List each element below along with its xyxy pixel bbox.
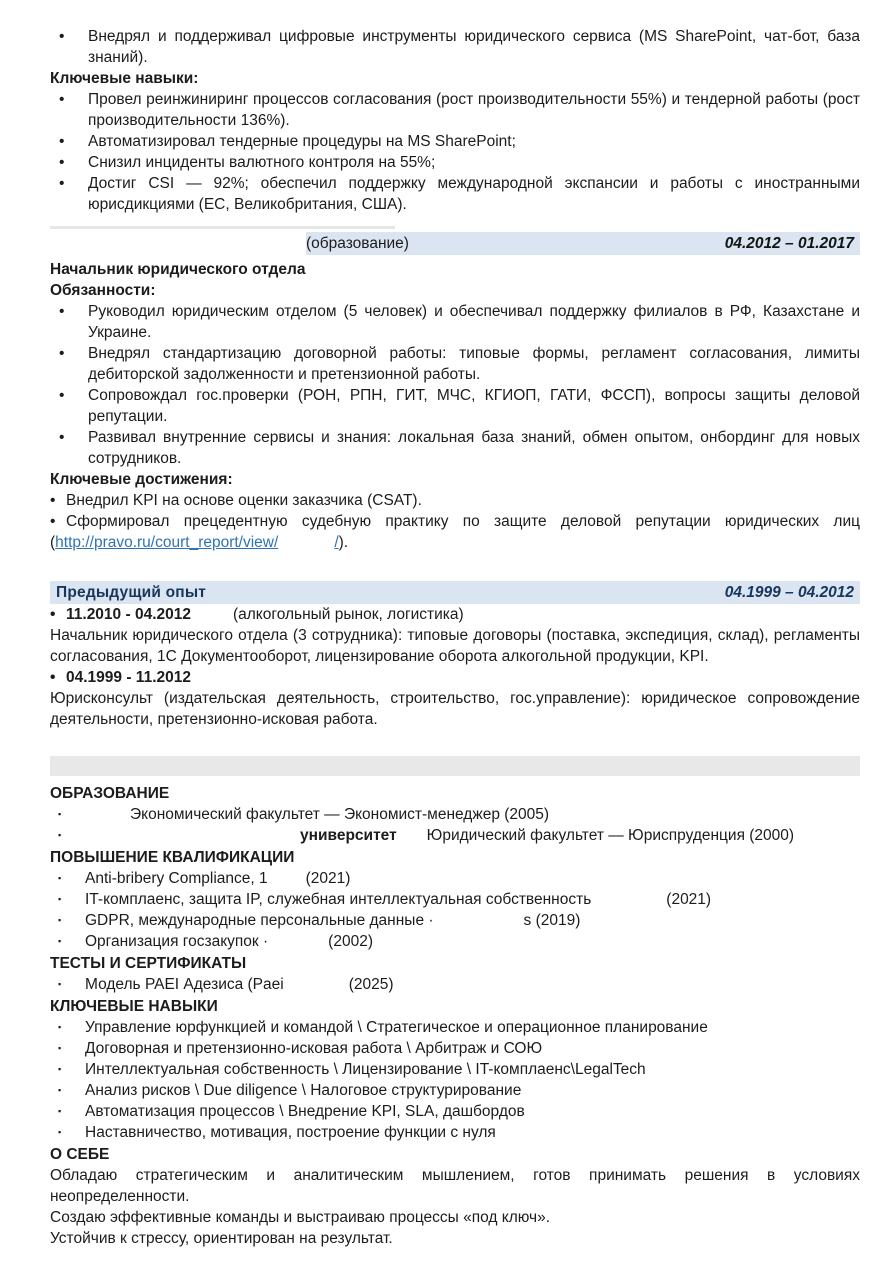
skill-text: Наставничество, мотивация, построение функции с нуля <box>85 1124 496 1141</box>
role-dates: 11.2010 - 04.2012 <box>66 606 191 623</box>
about-heading: О СЕБЕ <box>50 1146 110 1163</box>
achievement-item <box>50 511 860 553</box>
key-skills-heading: КЛЮЧЕВЫЕ НАВЫКИ <box>50 998 218 1015</box>
list-item-text: Сопровождал гос.проверки (РОН, РПН, ГИТ, МЧС, КГИОП, ГАТИ, ФССП), вопросы защиты деловой репутации. <box>88 387 860 425</box>
course-year: (2021) <box>666 891 712 908</box>
square-bullet-icon: ▪ <box>58 979 62 989</box>
bullet-icon: • <box>50 606 56 623</box>
role-dates: 04.1999 - 11.2012 <box>66 669 191 686</box>
qualification-heading: ПОВЫШЕНИЕ КВАЛИФИКАЦИИ <box>50 849 295 866</box>
list-item-text <box>85 889 860 910</box>
role-note: (алкогольный рынок, логистика) <box>232 606 464 623</box>
square-bullet-icon: ▪ <box>58 809 62 819</box>
about-paragraph: Создаю эффективные команды и выстраиваю процессы «под ключ». <box>50 1209 551 1226</box>
employment-dates: 04.2012 – 01.2017 <box>724 235 854 252</box>
bullet-icon: • <box>50 492 56 509</box>
redacted-company-name <box>50 232 306 255</box>
list-item <box>50 804 860 825</box>
education-heading: ОБРАЗОВАНИЕ <box>50 785 170 802</box>
list-item-text: Развивал внутренние сервисы и знания: локальная база знаний, обмен опытом, онбординг для новых сотрудников. <box>88 429 860 467</box>
list-item <box>50 825 860 846</box>
list-item-text: Руководил юридическим отделом (5 человек) и обеспечивал поддержку филиалов в РФ, Казахстане и Украине. <box>88 303 860 341</box>
about-paragraph: Устойчив к стрессу, ориентирован на результат. <box>50 1230 393 1247</box>
square-bullet-icon: ▪ <box>58 1022 62 1032</box>
achievement-text: Сформировал прецедентную судебную практику по защите деловой репутации юридических лиц ( <box>50 513 860 551</box>
list-item <box>50 131 860 152</box>
role-line <box>50 604 860 625</box>
square-bullet-icon: ▪ <box>58 915 62 925</box>
list-item-text <box>85 931 860 952</box>
skill-text: Автоматизация процессов \ Внедрение KPI, SLA, дашбордов <box>85 1103 525 1120</box>
list-item <box>50 1038 860 1059</box>
university-word: университет <box>300 827 397 844</box>
key-skills-label: Ключевые навыки: <box>50 70 199 87</box>
redacted-section-band <box>50 756 860 776</box>
course-name: Организация госзакупок · <box>85 933 269 950</box>
list-item-text: Провел реинжиниринг процессов согласования (рост производительности 55%) и тендерной работы (рост производительности 136%). <box>88 91 860 129</box>
bullet-icon: • <box>59 133 65 150</box>
course-name: GDPR, международные персональные данные · <box>85 912 434 929</box>
course-name: IT-комплаенс, защита IP, служебная интеллектуальная собственность <box>85 891 592 908</box>
list-item-text: Внедрял и поддерживал цифровые инструменты юридического сервиса (MS SharePoint, чат-бот, база знаний). <box>88 28 860 66</box>
org-note: (образование) <box>306 235 409 252</box>
bullet-icon: • <box>59 345 65 362</box>
certificates-heading: ТЕСТЫ И СЕРТИФИКАТЫ <box>50 955 247 972</box>
bullet-icon: • <box>50 513 56 530</box>
list-item <box>50 427 860 469</box>
list-item-text: Внедрял стандартизацию договорной работы: типовые формы, регламент согласования, лимиты дебиторской задолженности и претензионной работы. <box>88 345 860 383</box>
list-item <box>50 1101 860 1122</box>
achievement-item <box>50 490 860 511</box>
course-year: (2002) <box>328 933 373 950</box>
list-item-text <box>85 804 860 825</box>
list-item <box>50 152 860 173</box>
achievement-text-end: ). <box>338 534 349 551</box>
square-bullet-icon: ▪ <box>58 894 62 904</box>
bullet-icon: • <box>59 175 65 192</box>
job-title: Начальник юридического отдела <box>50 261 306 278</box>
skill-text: Договорная и претензионно-исковая работа \ Арбитраж и СОЮ <box>85 1040 543 1057</box>
square-bullet-icon: ▪ <box>58 936 62 946</box>
list-item-text <box>85 974 860 995</box>
skill-text: Интеллектуальная собственность \ Лицензирование \ IT-комплаенс\LegalTech <box>85 1061 646 1078</box>
bullet-icon: • <box>59 387 65 404</box>
square-bullet-icon: ▪ <box>58 830 62 840</box>
list-item <box>50 931 860 952</box>
list-item <box>50 1059 860 1080</box>
list-item-text <box>85 825 860 846</box>
list-item <box>50 1017 860 1038</box>
skill-text: Анализ рисков \ Due diligence \ Налоговое структурирование <box>85 1082 522 1099</box>
bullet-icon: • <box>59 154 65 171</box>
list-item-text: Снизил инциденты валютного контроля на 55%; <box>88 154 436 171</box>
bullet-icon: • <box>59 303 65 320</box>
list-item <box>50 889 860 910</box>
list-item <box>50 974 860 995</box>
square-bullet-icon: ▪ <box>58 873 62 883</box>
list-item-text <box>85 910 860 931</box>
redaction-strip <box>50 226 395 229</box>
pravo-ru-link[interactable]: http://pravo.ru/court_report/view/ <box>55 534 279 551</box>
list-item <box>50 385 860 427</box>
bullet-icon: • <box>59 429 65 446</box>
education-item: Юридический факультет — Юриспруденция (2000) <box>426 827 795 844</box>
achievement-text: Внедрил KPI на основе оценки заказчика (CSAT). <box>66 492 422 509</box>
role-description: Начальник юридического отдела (3 сотрудника): типовые договоры (поставка, экспедиция, склад), регламенты согласования, 1С Документооборот, лицензирование оборота алкогольной продукции, KPI. <box>50 627 860 665</box>
role-description: Юрисконсульт (издательская деятельность, строительство, гос.управление): юридическое сопровождение деятельности, претензионно-исковая работа. <box>50 690 860 728</box>
duties-label: Обязанности: <box>50 282 156 299</box>
bullet-icon: • <box>59 28 65 45</box>
employment-dates: 04.1999 – 04.2012 <box>724 584 854 601</box>
previous-experience-band <box>50 581 860 604</box>
list-item <box>50 173 860 215</box>
course-year: (2021) <box>305 870 351 887</box>
skill-text: Управление юрфункцией и командой \ Стратегическое и операционное планирование <box>85 1019 708 1036</box>
achievements-label: Ключевые достижения: <box>50 471 233 488</box>
pravo-ru-link-tail[interactable]: / <box>334 534 339 551</box>
list-item-text: Достиг CSI — 92%; обеспечил поддержку международной экспансии и работы с иностранными юрисдикциями (ЕС, Великобритания, США). <box>88 175 860 213</box>
square-bullet-icon: ▪ <box>58 1085 62 1095</box>
certificate-year: (2025) <box>348 976 394 993</box>
list-item <box>50 910 860 931</box>
course-year: s (2019) <box>523 912 581 929</box>
section-title: Предыдущий опыт <box>56 584 207 601</box>
list-item <box>50 868 860 889</box>
list-item <box>50 1080 860 1101</box>
square-bullet-icon: ▪ <box>58 1043 62 1053</box>
education-item: Экономический факультет — Экономист-менеджер (2005) <box>130 806 550 823</box>
job-header-band <box>50 232 860 255</box>
list-item <box>50 89 860 131</box>
list-item <box>50 301 860 343</box>
square-bullet-icon: ▪ <box>58 1106 62 1116</box>
square-bullet-icon: ▪ <box>58 1064 62 1074</box>
bullet-icon: • <box>50 669 56 686</box>
square-bullet-icon: ▪ <box>58 1127 62 1137</box>
list-item <box>50 1122 860 1143</box>
bullet-icon: • <box>59 91 65 108</box>
certificate-name: Модель PAEI Адезиса (Paei <box>85 976 284 993</box>
course-name: Anti-bribery Compliance, 1 <box>85 870 268 887</box>
list-item-text <box>85 868 860 889</box>
about-paragraph: Обладаю стратегическим и аналитическим мышлением, готов принимать решения в условиях неопределенности. <box>50 1167 860 1205</box>
list-item-text: Автоматизировал тендерные процедуры на MS SharePoint; <box>88 133 516 150</box>
role-line <box>50 667 860 688</box>
list-item <box>50 343 860 385</box>
list-item <box>50 26 860 68</box>
